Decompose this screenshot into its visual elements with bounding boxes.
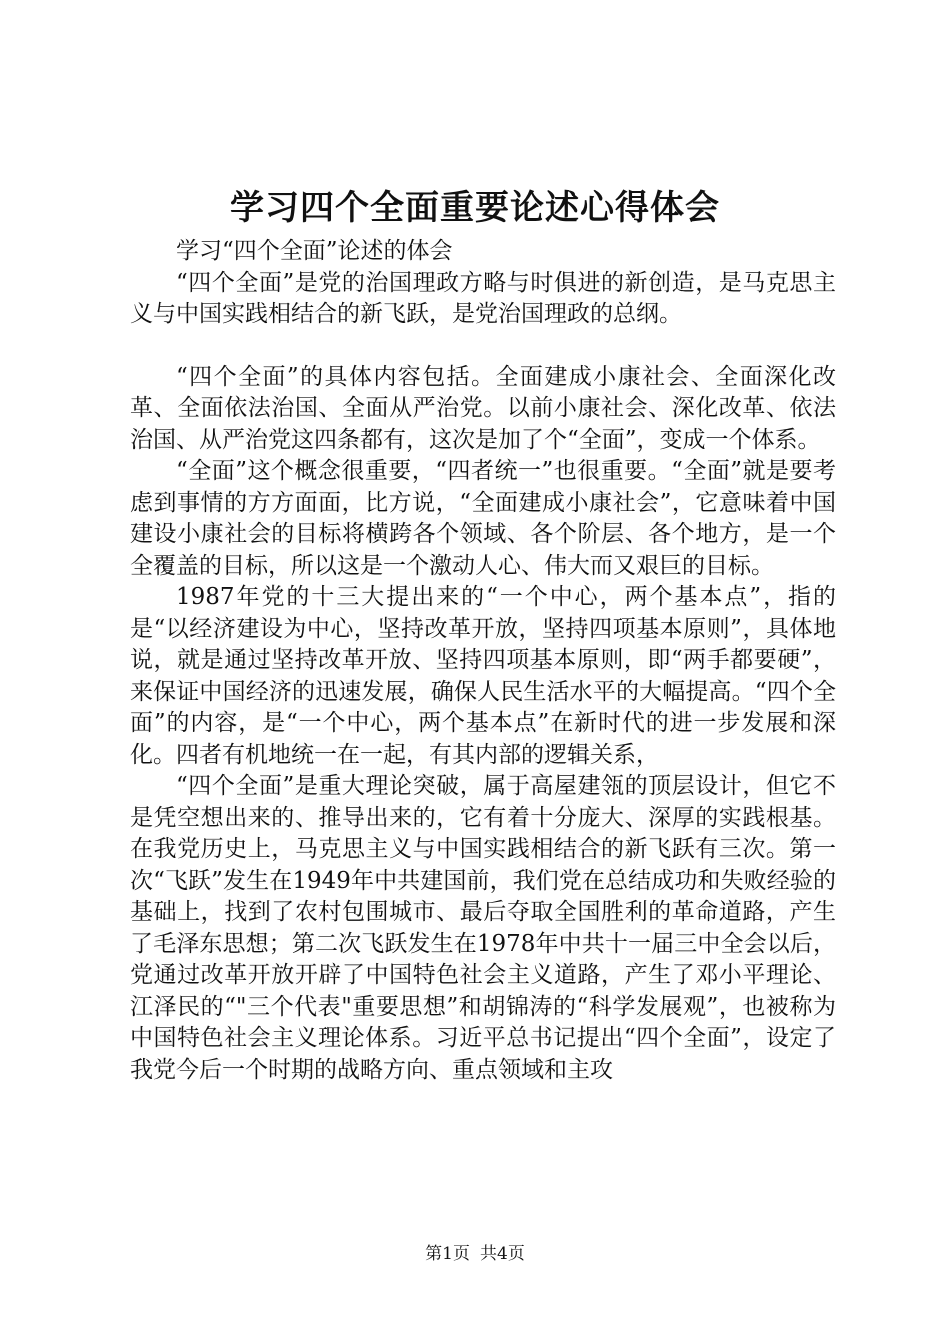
body-paragraph: “全面”这个概念很重要，“四者统一”也很重要。“全面”就是要考虑到事情的方方面面，比方说，“全面建成小康社会”，它意味着中国建设小康社会的目标将横跨各个领域、各个阶层、各个地方，是一个全覆盖的目标，所以这是一个激动人心、伟大而又艰巨的目标。	[130, 458, 836, 579]
body-paragraph: “四个全面”的具体内容包括。全面建成小康社会、全面深化改革、全面依法治国、全面从严治党。以前小康社会、深化改革、依法治国、从严治党这四条都有，这次是加了个“全面”，变成一个体系。	[130, 363, 836, 453]
body-paragraph: 1987年党的十三大提出来的“一个中心，两个基本点”，指的是“以经济建设为中心，坚持改革开放，坚持四项基本原则”，具体地说，就是通过坚持改革开放、坚持四项基本原则，即“两手都要硬”，来保证中国经济的迅速发展，确保人民生活水平的大幅提高。“四个全面”的内容，是“一个中心，两个基本点”在新时代的进一步发展和深化。四者有机地统一在一起，有其内部的逻辑关系，	[130, 584, 836, 768]
body-paragraph: “四个全面”是党的治国理政方略与时俱进的新创造，是马克思主义与中国实践相结合的新飞跃，是党治国理政的总纲。	[130, 269, 836, 327]
document-body	[130, 236, 836, 1086]
page-footer	[0, 1242, 950, 1266]
document-title: 学习四个全面重要论述心得体会	[230, 188, 720, 228]
document-subtitle: 学习“四个全面”论述的体会	[176, 238, 453, 264]
page-number: 第1页	[425, 1244, 470, 1264]
page-total: 共4页	[480, 1244, 525, 1264]
body-paragraph: “四个全面”是重大理论突破，属于高屋建瓴的顶层设计，但它不是凭空想出来的、推导出来的，它有着十分庞大、深厚的实践根基。在我党历史上，马克思主义与中国实践相结合的新飞跃有三次。第一次“飞跃”发生在1949年中共建国前，我们党在总结成功和失败经验的基础上，找到了农村包围城市、最后夺取全国胜利的革命道路，产生了毛泽东思想；第二次飞跃发生在1978年中共十一届三中全会以后，党通过改革开放开辟了中国特色社会主义道路，产生了邓小平理论、江泽民的“"三个代表"重要思想”和胡锦涛的“科学发展观”，也被称为中国特色社会主义理论体系。习近平总书记提出“四个全面”，设定了我党今后一个时期的战略方向、重点领域和主攻	[130, 773, 836, 1083]
